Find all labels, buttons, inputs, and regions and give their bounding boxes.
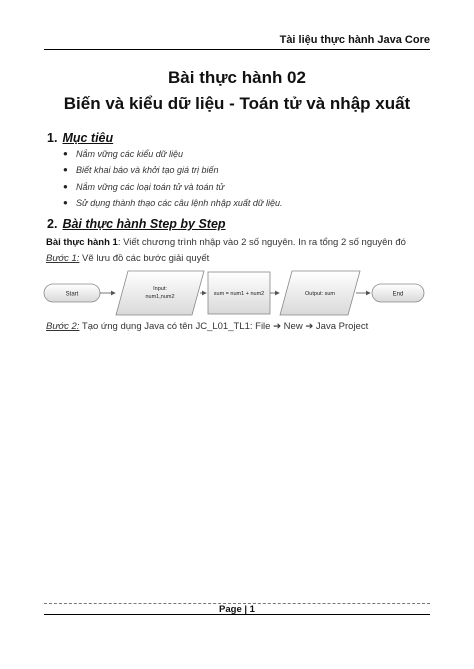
objectives-list	[60, 146, 283, 211]
task-description	[46, 237, 406, 248]
bullet-icon: ●	[63, 181, 68, 191]
header-title: Tài liệu thực hành Java Core	[279, 34, 430, 46]
section-1-heading	[47, 131, 113, 145]
flow-process	[208, 272, 270, 314]
step-2-text: Tạo ứng dụng Java có tên JC_L01_TL1: File ➔ New ➔ Java Project	[79, 321, 369, 332]
task-label: Bài thực hành 1	[46, 237, 118, 248]
step-2	[46, 321, 368, 332]
flowchart	[40, 268, 430, 318]
section-2-title: Bài thực hành Step by Step	[62, 217, 226, 231]
list-item	[60, 179, 283, 195]
flow-output-label: Output: sum	[305, 291, 335, 297]
step-2-label: Bước 2:	[46, 321, 80, 332]
list-item	[60, 162, 283, 178]
step-1-text: Vẽ lưu đồ các bước giải quyết	[79, 253, 210, 264]
section-2-heading	[47, 217, 226, 231]
bullet-icon: ●	[63, 149, 68, 158]
objective-text: Sử dụng thành thạo các câu lệnh nhập xuất dữ liệu.	[76, 197, 283, 208]
flow-input	[116, 271, 204, 315]
document-title: Bài thực hành 02	[168, 68, 306, 87]
flow-end	[372, 284, 424, 302]
page-label: Page	[219, 604, 242, 615]
task-text: : Viết chương trình nhập vào 2 số nguyên. In ra tổng 2 số nguyên đó	[117, 237, 406, 248]
flow-end-label: End	[392, 291, 404, 298]
objective-text: Nắm vững các loại toán tử và toán tử	[76, 181, 225, 192]
section-2-number: 2.	[47, 217, 58, 231]
flow-input-label-2: num1,num2	[145, 294, 175, 300]
flow-start-label: Start	[65, 291, 79, 298]
step-1-label: Bước 1:	[46, 253, 80, 264]
objective-text: Nắm vững các kiểu dữ liệu	[76, 149, 183, 159]
section-1-title: Mục tiêu	[62, 131, 114, 145]
page-number: Page | 1	[219, 604, 255, 615]
flow-output	[280, 271, 360, 315]
footer-divider	[44, 614, 430, 615]
bullet-icon: ●	[63, 165, 68, 175]
bullet-icon: ●	[63, 197, 68, 207]
header-divider	[44, 49, 430, 50]
flow-start	[44, 284, 100, 302]
list-item	[60, 146, 283, 162]
flow-input-label-1: Input:	[153, 286, 167, 292]
objective-text: Biết khai báo và khởi tạo giá trị biến	[76, 165, 219, 176]
step-1	[46, 253, 209, 264]
flow-process-label: sum = num1 + num2	[213, 291, 265, 297]
list-item	[60, 195, 283, 211]
page-number-value: 1	[249, 604, 255, 615]
document-subtitle: Biến và kiểu dữ liệu - Toán tử và nhập xuất	[63, 94, 411, 113]
section-1-number: 1.	[47, 131, 58, 145]
